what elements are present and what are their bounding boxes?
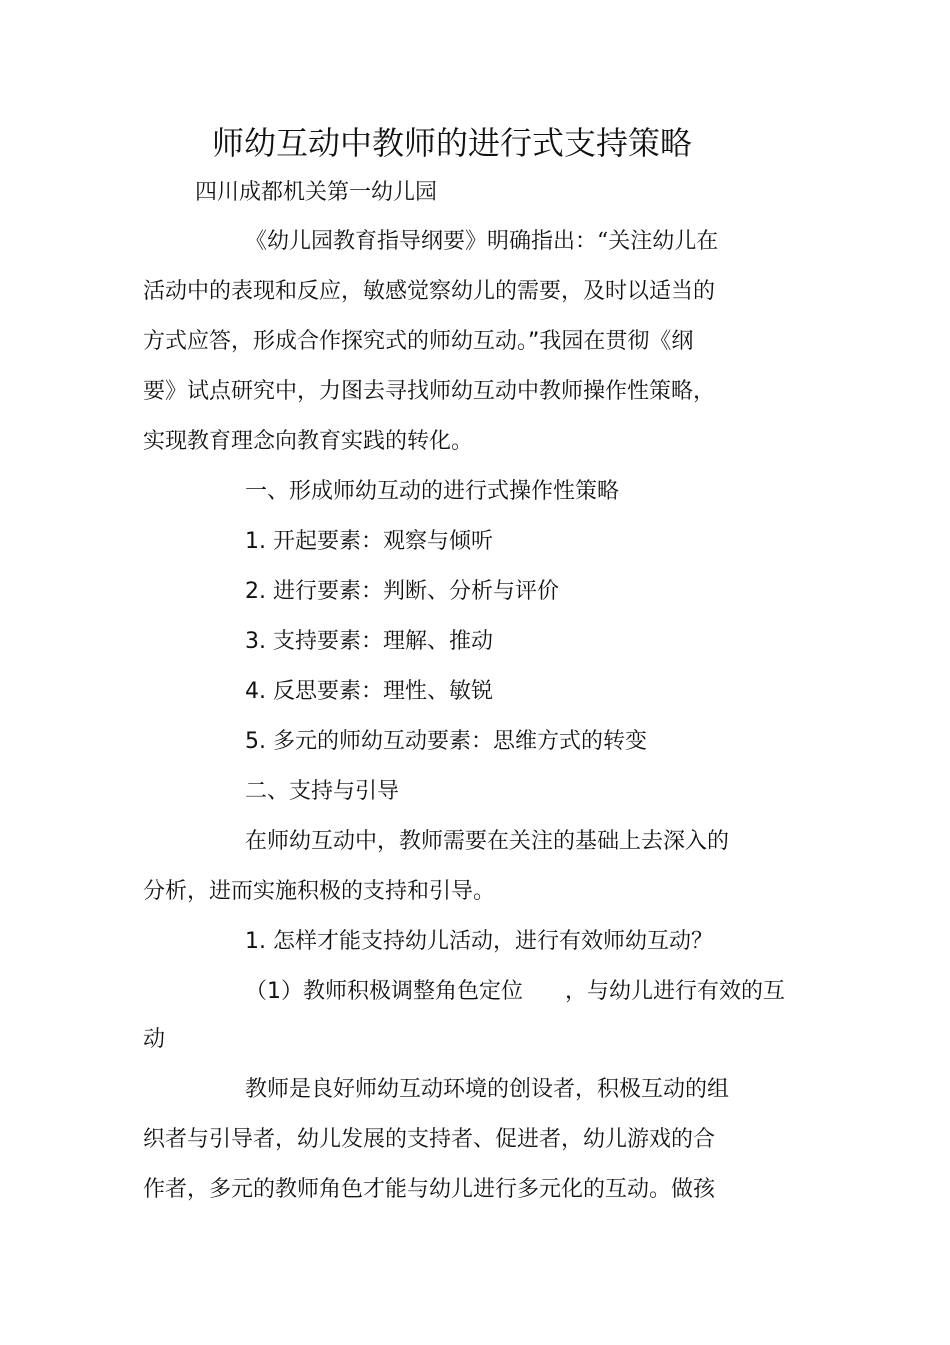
paragraph-line-10: 作者，多元的教师角色才能与幼儿进行多元化的互动。做孩: [143, 1177, 716, 1202]
list-item-4: 4. 反思要素：理性、敏锐: [245, 679, 493, 704]
subheading-2-part-1: （1）教师积极调整角色定位: [245, 979, 523, 1004]
section-heading-1: 一、形成师幼互动的进行式操作性策略: [245, 479, 620, 504]
paragraph-line-7: 分析，进而实施积极的支持和引导。: [143, 879, 496, 904]
list-item-5: 5. 多元的师幼互动要素：思维方式的转变: [245, 729, 647, 754]
paragraph-line-5: 实现教育理念向教育实践的转化。: [143, 429, 474, 454]
paragraph-line-1: 《幼儿园教育指导纲要》明确指出：“关注幼儿在: [245, 229, 719, 254]
organization-line: 四川成都机关第一幼儿园: [195, 180, 438, 205]
list-item-3: 3. 支持要素：理解、推动: [245, 629, 493, 654]
list-item-2: 2. 进行要素：判断、分析与评价: [245, 579, 559, 604]
paragraph-line-9: 织者与引导者，幼儿发展的支持者、促进者，幼儿游戏的合: [143, 1127, 716, 1152]
subheading-2-continuation: 动: [143, 1027, 166, 1052]
paragraph-line-3: 方式应答，形成合作探究式的师幼互动。”我园在贯彻《纲: [143, 329, 694, 354]
paragraph-line-2: 活动中的表现和反应，敏感觉察幼儿的需要，及时以适当的: [143, 279, 716, 304]
paragraph-line-8: 教师是良好师幼互动环境的创设者，积极互动的组: [245, 1077, 730, 1102]
subheading-2-part-2: ，与幼儿进行有效的互: [565, 979, 786, 1004]
section-heading-2: 二、支持与引导: [245, 779, 400, 804]
paragraph-line-4: 要》试点研究中，力图去寻找师幼互动中教师操作性策略，: [143, 379, 716, 404]
paragraph-line-6: 在师幼互动中，教师需要在关注的基础上去深入的: [245, 829, 730, 854]
subheading-1: 1. 怎样才能支持幼儿活动，进行有效师幼互动？: [245, 929, 713, 954]
list-item-1: 1. 开起要素：观察与倾听: [245, 529, 493, 554]
document-title: 师幼互动中教师的进行式支持策略: [212, 124, 693, 162]
